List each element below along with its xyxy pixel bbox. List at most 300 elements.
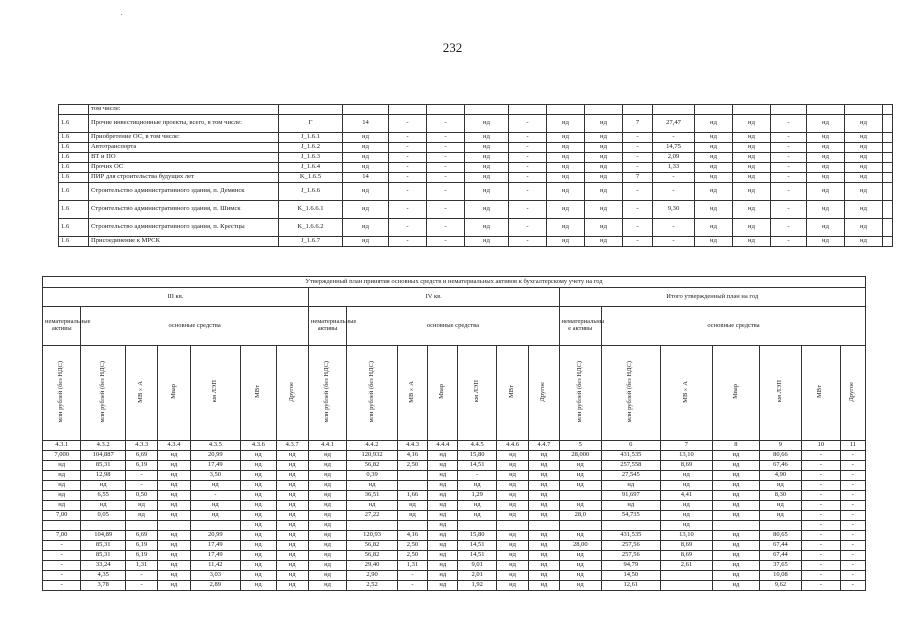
plan-value-cell: нд xyxy=(759,511,801,521)
project-value-cell xyxy=(883,163,893,173)
plan-row xyxy=(43,581,866,591)
project-value-cell: - xyxy=(389,163,427,173)
plan-value-cell: - xyxy=(802,571,840,581)
plan-value-cell xyxy=(496,521,528,531)
plan-value-cell: 14,51 xyxy=(458,551,496,561)
plan-value-cell xyxy=(559,521,601,531)
plan-value-cell: нд xyxy=(158,531,190,541)
project-value-cell: - xyxy=(509,153,547,163)
plan-value-cell: 1,29 xyxy=(458,491,496,501)
plan-value-cell: нд xyxy=(529,451,559,461)
project-value-cell: нд xyxy=(585,163,623,173)
project-value-cell: - xyxy=(389,143,427,153)
plan-value-cell: 7,00 xyxy=(43,531,81,541)
plan-value-cell: нд xyxy=(158,551,190,561)
column-code-cell: 4.4.2 xyxy=(347,441,398,451)
plan-value-cell: - xyxy=(840,501,865,511)
project-value-cell: нд xyxy=(547,133,585,143)
plan-value-cell xyxy=(601,521,660,531)
project-value-cell: нд xyxy=(585,219,623,237)
plan-value-cell: - xyxy=(802,511,840,521)
project-value-cell: нд xyxy=(343,163,389,173)
plan-value-cell: 2,50 xyxy=(397,541,427,551)
project-value-cell: нд xyxy=(733,163,771,173)
plan-value-cell: нд xyxy=(276,451,308,461)
project-value-cell xyxy=(585,105,623,115)
project-value-cell: - xyxy=(771,153,807,163)
plan-value-cell: нд xyxy=(660,521,713,531)
unit-header-label: Мвар xyxy=(731,384,739,400)
plan-value-cell: - xyxy=(802,521,840,531)
total-header xyxy=(559,288,865,307)
project-value-cell: нд xyxy=(845,237,883,247)
project-value-cell: нд xyxy=(695,201,733,219)
plan-value-cell: - xyxy=(840,511,865,521)
project-value-cell: нд xyxy=(585,153,623,163)
unit-header-label: км ЛЭП xyxy=(472,380,480,403)
project-value-cell xyxy=(733,105,771,115)
plan-value-cell: - xyxy=(43,541,81,551)
plan-value-cell: нд xyxy=(496,531,528,541)
project-value-cell: - xyxy=(389,237,427,247)
plan-value-cell: 80,65 xyxy=(759,531,801,541)
q4-intangible-header: нематериальные активы xyxy=(308,307,346,346)
project-value-cell: нд xyxy=(465,183,509,201)
plan-value-cell: нд xyxy=(428,551,458,561)
plan-value-cell: нд xyxy=(529,551,559,561)
plan-value-cell: 4,35 xyxy=(81,571,125,581)
plan-value-cell: 1,31 xyxy=(125,561,157,571)
project-value-cell: нд xyxy=(845,173,883,183)
plan-value-cell: - xyxy=(802,541,840,551)
project-value-cell: - xyxy=(389,201,427,219)
project-value-cell: нд xyxy=(695,173,733,183)
plan-value-cell: нд xyxy=(428,511,458,521)
unit-header-cell xyxy=(241,346,276,441)
plan-value-cell: 20,99 xyxy=(190,531,241,541)
plan-value-cell: нд xyxy=(660,471,713,481)
plan-value-cell: нд xyxy=(713,571,760,581)
plan-value-cell: нд xyxy=(158,471,190,481)
plan-value-cell: нд xyxy=(428,581,458,591)
project-value-cell xyxy=(547,105,585,115)
page-number: 232 xyxy=(442,40,463,55)
plan-value-cell: нд xyxy=(81,501,125,511)
plan-value-cell: нд xyxy=(276,461,308,471)
plan-value-cell: нд xyxy=(759,481,801,491)
unit-header-cell xyxy=(759,346,801,441)
project-value-cell: нд xyxy=(695,219,733,237)
unit-header-cell xyxy=(158,346,190,441)
plan-value-cell: 80,66 xyxy=(759,451,801,461)
plan-value-cell: нд xyxy=(241,501,276,511)
plan-value-cell: нд xyxy=(601,501,660,511)
plan-value-cell xyxy=(660,571,713,581)
plan-value-cell: 56,82 xyxy=(347,551,398,561)
column-code-cell: 4.4.3 xyxy=(397,441,427,451)
project-value-cell: - xyxy=(427,143,465,153)
plan-value-cell: - xyxy=(840,551,865,561)
plan-value-cell: нд xyxy=(428,521,458,531)
plan-value-cell: нд xyxy=(529,501,559,511)
project-value-cell: J_1.6.1 xyxy=(279,133,343,143)
project-value-cell: нд xyxy=(465,237,509,247)
unit-header-cell xyxy=(308,346,346,441)
project-row xyxy=(59,173,893,183)
plan-value-cell: 91,697 xyxy=(601,491,660,501)
plan-value-cell: 67,44 xyxy=(759,551,801,561)
project-value-cell: Г xyxy=(279,115,343,133)
project-row xyxy=(59,105,893,115)
plan-value-cell: 14,51 xyxy=(458,541,496,551)
plan-value-cell: нд xyxy=(428,451,458,461)
plan-row xyxy=(43,501,866,511)
plan-value-cell: 17,49 xyxy=(190,551,241,561)
plan-value-cell: нд xyxy=(241,551,276,561)
plan-value-cell: нд xyxy=(529,511,559,521)
plan-value-cell: нд xyxy=(559,551,601,561)
plan-value-cell: 15,80 xyxy=(458,451,496,461)
project-value-cell: - xyxy=(653,219,695,237)
project-value-cell: 1.6 xyxy=(59,153,89,163)
unit-header-label: Мвар xyxy=(438,384,446,400)
plan-row xyxy=(43,531,866,541)
plan-value-cell: 28,000 xyxy=(559,451,601,461)
plan-value-cell: 8,69 xyxy=(660,551,713,561)
project-value-cell xyxy=(883,237,893,247)
column-code-cell: 7 xyxy=(660,441,713,451)
unit-header-cell xyxy=(840,346,865,441)
project-value-cell: нд xyxy=(807,201,845,219)
project-value-cell xyxy=(883,173,893,183)
project-value-cell: нд xyxy=(695,237,733,247)
project-value-cell xyxy=(279,105,343,115)
plan-value-cell xyxy=(559,491,601,501)
plan-value-cell: 9,01 xyxy=(458,561,496,571)
project-value-cell: нд xyxy=(733,173,771,183)
plan-value-cell: - xyxy=(840,481,865,491)
column-code-cell: 4.4.5 xyxy=(458,441,496,451)
plan-value-cell: 3,78 xyxy=(81,581,125,591)
plan-value-cell: нд xyxy=(276,581,308,591)
project-value-cell: - xyxy=(389,183,427,201)
plan-value-cell: нд xyxy=(428,491,458,501)
plan-value-cell: нд xyxy=(713,541,760,551)
unit-header-label: млн рублей (без НДС) xyxy=(575,360,583,423)
project-value-cell xyxy=(59,105,89,115)
plan-value-cell: 257,558 xyxy=(601,461,660,471)
project-value-cell: нд xyxy=(585,143,623,153)
investment-projects-table xyxy=(58,104,893,247)
plan-value-cell: 56,82 xyxy=(347,461,398,471)
plan-value-cell: 17,49 xyxy=(190,541,241,551)
project-value-cell xyxy=(653,105,695,115)
plan-value-cell: - xyxy=(802,471,840,481)
plan-value-cell: нд xyxy=(276,481,308,491)
project-value-cell: нд xyxy=(585,201,623,219)
project-value-cell: нд xyxy=(695,143,733,153)
plan-value-cell: нд xyxy=(276,571,308,581)
plan-value-cell: 14,51 xyxy=(458,461,496,471)
project-value-cell: 1.6 xyxy=(59,201,89,219)
plan-value-cell: нд xyxy=(308,501,346,511)
plan-value-cell: нд xyxy=(559,531,601,541)
plan-value-cell: нд xyxy=(276,541,308,551)
plan-value-cell: - xyxy=(802,561,840,571)
project-name-cell: ПИР для строительства будущих лет xyxy=(89,173,279,183)
project-value-cell: K_1.6.5 xyxy=(279,173,343,183)
plan-value-cell: 37,65 xyxy=(759,561,801,571)
plan-value-cell: нд xyxy=(529,581,559,591)
project-value-cell: - xyxy=(509,237,547,247)
project-row xyxy=(59,133,893,143)
plan-value-cell: нд xyxy=(529,571,559,581)
plan-value-cell: нд xyxy=(529,541,559,551)
project-value-cell: - xyxy=(389,133,427,143)
plan-value-cell: 12,98 xyxy=(81,471,125,481)
plan-value-cell: нд xyxy=(713,511,760,521)
total-fixed-header: основные средства xyxy=(601,307,865,346)
plan-value-cell: нд xyxy=(397,511,427,521)
plan-value-cell: нд xyxy=(496,571,528,581)
plan-row xyxy=(43,451,866,461)
plan-value-cell: 28,00 xyxy=(559,541,601,551)
project-value-cell: - xyxy=(509,173,547,183)
plan-value-cell: 56,82 xyxy=(347,541,398,551)
project-name-cell: Присоединение к МРСК xyxy=(89,237,279,247)
project-value-cell: нд xyxy=(695,163,733,173)
plan-value-cell: 2,52 xyxy=(347,581,398,591)
project-value-cell: нд xyxy=(465,219,509,237)
plan-row xyxy=(43,471,866,481)
plan-value-cell: нд xyxy=(81,481,125,491)
plan-value-cell: нд xyxy=(496,561,528,571)
project-value-cell: нд xyxy=(547,143,585,153)
project-value-cell: - xyxy=(771,163,807,173)
unit-header-label: Другое xyxy=(539,381,547,402)
unit-header-label: МВт xyxy=(816,385,824,399)
plan-value-cell: нд xyxy=(559,571,601,581)
project-value-cell: нд xyxy=(695,153,733,163)
unit-header-cell xyxy=(559,346,601,441)
plan-value-cell: нд xyxy=(559,501,601,511)
project-value-cell: - xyxy=(389,173,427,183)
project-value-cell: нд xyxy=(465,153,509,163)
project-value-cell: 27,47 xyxy=(653,115,695,133)
project-value-cell: нд xyxy=(807,173,845,183)
plan-value-cell: - xyxy=(840,581,865,591)
plan-value-cell: 27,545 xyxy=(601,471,660,481)
plan-value-cell: нд xyxy=(347,481,398,491)
plan-value-cell: нд xyxy=(428,561,458,571)
plan-value-cell: 1,31 xyxy=(397,561,427,571)
plan-value-cell: нд xyxy=(276,561,308,571)
project-value-cell: 1,33 xyxy=(653,163,695,173)
unit-header-label: км ЛЭП xyxy=(775,380,783,403)
unit-header-label: млн рублей (без НДС) xyxy=(57,360,65,423)
plan-value-cell: 2,50 xyxy=(397,461,427,471)
plan-value-cell: нд xyxy=(43,491,81,501)
plan-value-cell: нд xyxy=(496,461,528,471)
plan-value-cell: нд xyxy=(190,511,241,521)
project-value-cell: - xyxy=(427,173,465,183)
project-value-cell: нд xyxy=(695,115,733,133)
project-value-cell: - xyxy=(509,201,547,219)
project-value-cell: нд xyxy=(343,143,389,153)
unit-header-label: Другое xyxy=(287,381,295,402)
plan-value-cell: нд xyxy=(308,461,346,471)
project-value-cell: нд xyxy=(343,201,389,219)
unit-header-label: МВт xyxy=(508,385,516,399)
plan-value-cell: 2,90 xyxy=(347,571,398,581)
plan-value-cell xyxy=(125,521,157,531)
plan-value-cell: 14,50 xyxy=(601,571,660,581)
table2-caption-row xyxy=(43,277,866,288)
plan-value-cell: 13,10 xyxy=(660,531,713,541)
plan-value-cell: - xyxy=(397,581,427,591)
plan-value-cell: нд xyxy=(529,481,559,491)
plan-value-cell: - xyxy=(840,541,865,551)
column-code-cell: 5 xyxy=(559,441,601,451)
unit-header-cell xyxy=(347,346,398,441)
project-value-cell: нд xyxy=(807,133,845,143)
column-code-cell: 9 xyxy=(759,441,801,451)
project-value-cell: нд xyxy=(585,183,623,201)
project-value-cell: 1.6 xyxy=(59,115,89,133)
column-code-cell: 4.4.4 xyxy=(428,441,458,451)
plan-value-cell: 8,69 xyxy=(660,461,713,471)
plan-value-cell: нд xyxy=(241,571,276,581)
plan-value-cell: нд xyxy=(190,501,241,511)
project-value-cell: нд xyxy=(343,133,389,143)
plan-value-cell: 6,69 xyxy=(125,531,157,541)
plan-value-cell: 67,44 xyxy=(759,541,801,551)
project-value-cell: нд xyxy=(733,183,771,201)
project-value-cell: нд xyxy=(547,163,585,173)
plan-value-cell: 0,05 xyxy=(81,511,125,521)
column-code-cell: 4.4.7 xyxy=(529,441,559,451)
project-value-cell xyxy=(883,115,893,133)
project-value-cell: 1.6 xyxy=(59,133,89,143)
plan-value-cell: - xyxy=(840,531,865,541)
project-value-cell xyxy=(427,105,465,115)
plan-value-cell: 7,00 xyxy=(43,511,81,521)
project-value-cell xyxy=(695,105,733,115)
plan-value-cell: нд xyxy=(660,511,713,521)
project-value-cell: - xyxy=(771,115,807,133)
project-value-cell: нд xyxy=(547,173,585,183)
plan-value-cell: - xyxy=(802,581,840,591)
plan-row xyxy=(43,481,866,491)
q3-header: III кв. xyxy=(43,288,309,307)
plan-value-cell: нд xyxy=(308,471,346,481)
project-value-cell: нд xyxy=(845,201,883,219)
unit-header-label: МВ×А xyxy=(681,380,689,403)
project-value-cell: нд xyxy=(465,133,509,143)
plan-value-cell: 85,31 xyxy=(81,461,125,471)
plan-value-cell: нд xyxy=(308,551,346,561)
unit-header-cell xyxy=(276,346,308,441)
plan-value-cell: нд xyxy=(308,561,346,571)
project-value-cell: 9,30 xyxy=(653,201,695,219)
project-value-cell: - xyxy=(427,133,465,143)
plan-value-cell xyxy=(660,581,713,591)
plan-value-cell: нд xyxy=(428,461,458,471)
plan-value-cell: 28,0 xyxy=(559,511,601,521)
plan-row xyxy=(43,561,866,571)
plan-value-cell: 85,31 xyxy=(81,551,125,561)
project-value-cell: - xyxy=(771,183,807,201)
project-value-cell: нд xyxy=(845,153,883,163)
project-value-cell: - xyxy=(623,163,653,173)
scan-speck xyxy=(121,14,122,15)
project-value-cell: - xyxy=(623,153,653,163)
table2-quarter-row xyxy=(43,288,866,307)
project-value-cell: - xyxy=(623,237,653,247)
plan-value-cell: 3,03 xyxy=(190,571,241,581)
fixed-assets-plan-table xyxy=(42,276,866,591)
column-code-cell: 4.4.1 xyxy=(308,441,346,451)
plan-row xyxy=(43,571,866,581)
plan-value-cell: нд xyxy=(713,501,760,511)
table2-units-row xyxy=(43,346,866,441)
plan-value-cell: - xyxy=(397,571,427,581)
project-value-cell xyxy=(883,105,893,115)
project-value-cell xyxy=(509,105,547,115)
project-value-cell: нд xyxy=(807,143,845,153)
plan-value-cell: 2,89 xyxy=(190,581,241,591)
project-value-cell: - xyxy=(771,237,807,247)
plan-value-cell: 431,535 xyxy=(601,531,660,541)
plan-value-cell: нд xyxy=(496,541,528,551)
project-value-cell: - xyxy=(389,115,427,133)
project-value-cell: - xyxy=(509,133,547,143)
unit-header-label: млн рублей (без НДС) xyxy=(367,360,375,423)
q3-intangible-header: нематериальные активы xyxy=(43,307,81,346)
project-value-cell: - xyxy=(427,115,465,133)
plan-value-cell: нд xyxy=(559,561,601,571)
project-value-cell: нд xyxy=(465,163,509,173)
project-value-cell: нд xyxy=(845,183,883,201)
plan-value-cell: 67,46 xyxy=(759,461,801,471)
plan-value-cell: нд xyxy=(158,541,190,551)
plan-value-cell: нд xyxy=(308,571,346,581)
total-header-text: Итого утвержденный план на год xyxy=(666,292,759,300)
project-name-cell: Приобретение ОС, в том числе: xyxy=(89,133,279,143)
plan-value-cell: нд xyxy=(158,561,190,571)
plan-value-cell: 120,93 xyxy=(347,531,398,541)
plan-value-cell: 94,79 xyxy=(601,561,660,571)
plan-value-cell: нд xyxy=(43,461,81,471)
plan-value-cell: 120,932 xyxy=(347,451,398,461)
plan-value-cell: - xyxy=(840,471,865,481)
unit-header-label: млн рублей (без НДС) xyxy=(98,360,106,423)
project-value-cell: 1.6 xyxy=(59,143,89,153)
plan-value-cell: 17,49 xyxy=(190,461,241,471)
plan-value-cell: нд xyxy=(660,481,713,491)
unit-header-cell xyxy=(458,346,496,441)
project-value-cell: нд xyxy=(845,143,883,153)
project-value-cell: нд xyxy=(807,219,845,237)
plan-value-cell: - xyxy=(840,571,865,581)
plan-value-cell: 36,51 xyxy=(347,491,398,501)
plan-value-cell: нд xyxy=(241,581,276,591)
plan-value-cell: нд xyxy=(308,581,346,591)
project-value-cell: нд xyxy=(465,115,509,133)
plan-value-cell: нд xyxy=(529,471,559,481)
project-value-cell: - xyxy=(623,133,653,143)
project-value-cell: - xyxy=(623,201,653,219)
